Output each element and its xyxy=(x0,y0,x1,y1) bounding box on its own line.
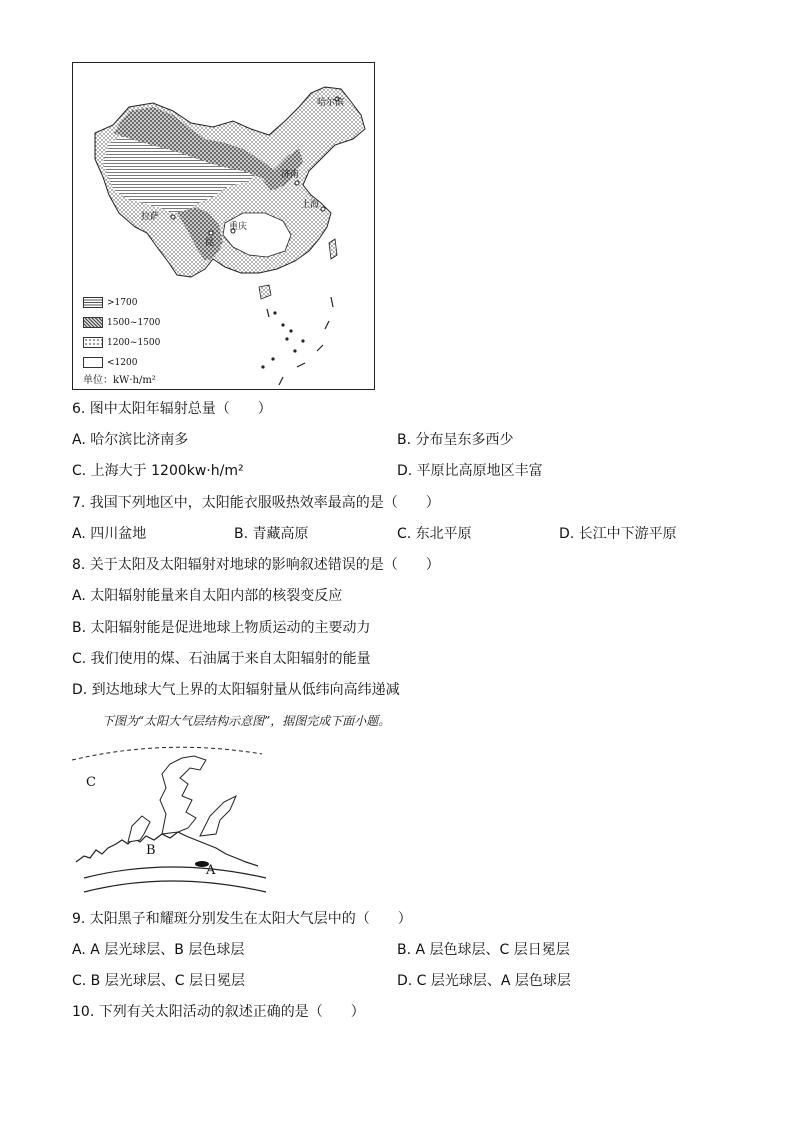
legend-unit: 单位：kW·h/m² xyxy=(83,375,156,386)
sun-atmosphere-diagram xyxy=(70,744,270,896)
city-jinan: 济南 xyxy=(281,170,300,180)
city-chengdu: 昆 xyxy=(205,238,215,248)
q8-option-b: B. 太阳辐射能是促进地球上物质运动的主要动力 xyxy=(72,620,371,636)
q7-option-a: A. 四川盆地 xyxy=(72,526,147,542)
q6-option-a: A. 哈尔滨比济南多 xyxy=(72,432,189,448)
figure-intro: 下图为“太阳大气层结构示意图”，据图完成下面小题。 xyxy=(102,714,391,728)
prominence-large xyxy=(160,756,206,834)
q6-option-c: C. 上海大于 1200kw·h/m² xyxy=(72,463,244,479)
chromosphere-edge xyxy=(76,832,258,866)
city-harbin: 哈尔滨 xyxy=(317,98,345,108)
q9-option-a: A. A 层光球层、B 层色球层 xyxy=(72,942,245,958)
q10-stem: 10. 下列有关太阳活动的叙述正确的是（ ） xyxy=(72,1004,365,1020)
city-shanghai: 上海 xyxy=(301,200,320,210)
q9-option-b: B. A 层色球层、C 层日冕层 xyxy=(397,942,570,958)
map-taiwan xyxy=(329,239,337,259)
legend-item-below-1200: <1200 xyxy=(83,357,137,369)
q6-option-d: D. 平原比高原地区丰富 xyxy=(397,463,543,479)
legend-swatch-crosshatch xyxy=(83,317,103,328)
q8-option-a: A. 太阳辐射能量来自太阳内部的核裂变反应 xyxy=(72,588,343,604)
city-lhasa: 拉萨 xyxy=(141,212,160,222)
map-hainan xyxy=(259,285,271,299)
label-b: B xyxy=(146,843,156,858)
q7-option-d: D. 长江中下游平原 xyxy=(559,526,677,542)
city-chongqing: 重庆 xyxy=(229,222,248,232)
prominence-small xyxy=(128,816,150,842)
label-a: A xyxy=(206,863,216,878)
photosphere-inner xyxy=(84,881,266,892)
q9-option-d: D. C 层光球层、A 层色球层 xyxy=(397,973,571,989)
legend-item-1200: 1200~1500 xyxy=(83,337,160,349)
q7-stem: 7. 我国下列地区中，太阳能衣服吸热效率最高的是（ ） xyxy=(72,495,440,511)
q6-stem: 6. 图中太阳年辐射总量（ ） xyxy=(72,401,272,417)
map-south-sea-islands xyxy=(262,297,333,385)
q8-option-d: D. 到达地球大气上界的太阳辐射量从低纬向高纬递减 xyxy=(72,682,400,698)
legend-item-1500: 1500~1700 xyxy=(83,317,160,329)
solar-radiation-map xyxy=(72,62,375,390)
q9-option-c: C. B 层光球层、C 层日冕层 xyxy=(72,973,245,989)
prominence-right xyxy=(200,796,236,836)
corona-boundary xyxy=(72,747,262,760)
legend-swatch-hlines xyxy=(83,297,103,308)
q6-option-b: B. 分布呈东多西少 xyxy=(397,432,514,448)
q8-option-c: C. 我们使用的煤、石油属于来自太阳辐射的能量 xyxy=(72,651,371,667)
label-c: C xyxy=(86,775,96,790)
legend-swatch-dots xyxy=(83,337,103,348)
legend-item-1700: >1700 xyxy=(83,297,137,309)
q7-option-c: C. 东北平原 xyxy=(397,526,472,542)
q9-stem: 9. 太阳黑子和耀斑分别发生在太阳大气层中的（ ） xyxy=(72,911,412,927)
legend-swatch-blank xyxy=(83,357,103,368)
q8-stem: 8. 关于太阳及太阳辐射对地球的影响叙述错误的是（ ） xyxy=(72,557,440,573)
photosphere-outer xyxy=(84,867,266,878)
sun-atmosphere-drawing xyxy=(70,744,270,896)
q7-option-b: B. 青藏高原 xyxy=(234,526,309,542)
